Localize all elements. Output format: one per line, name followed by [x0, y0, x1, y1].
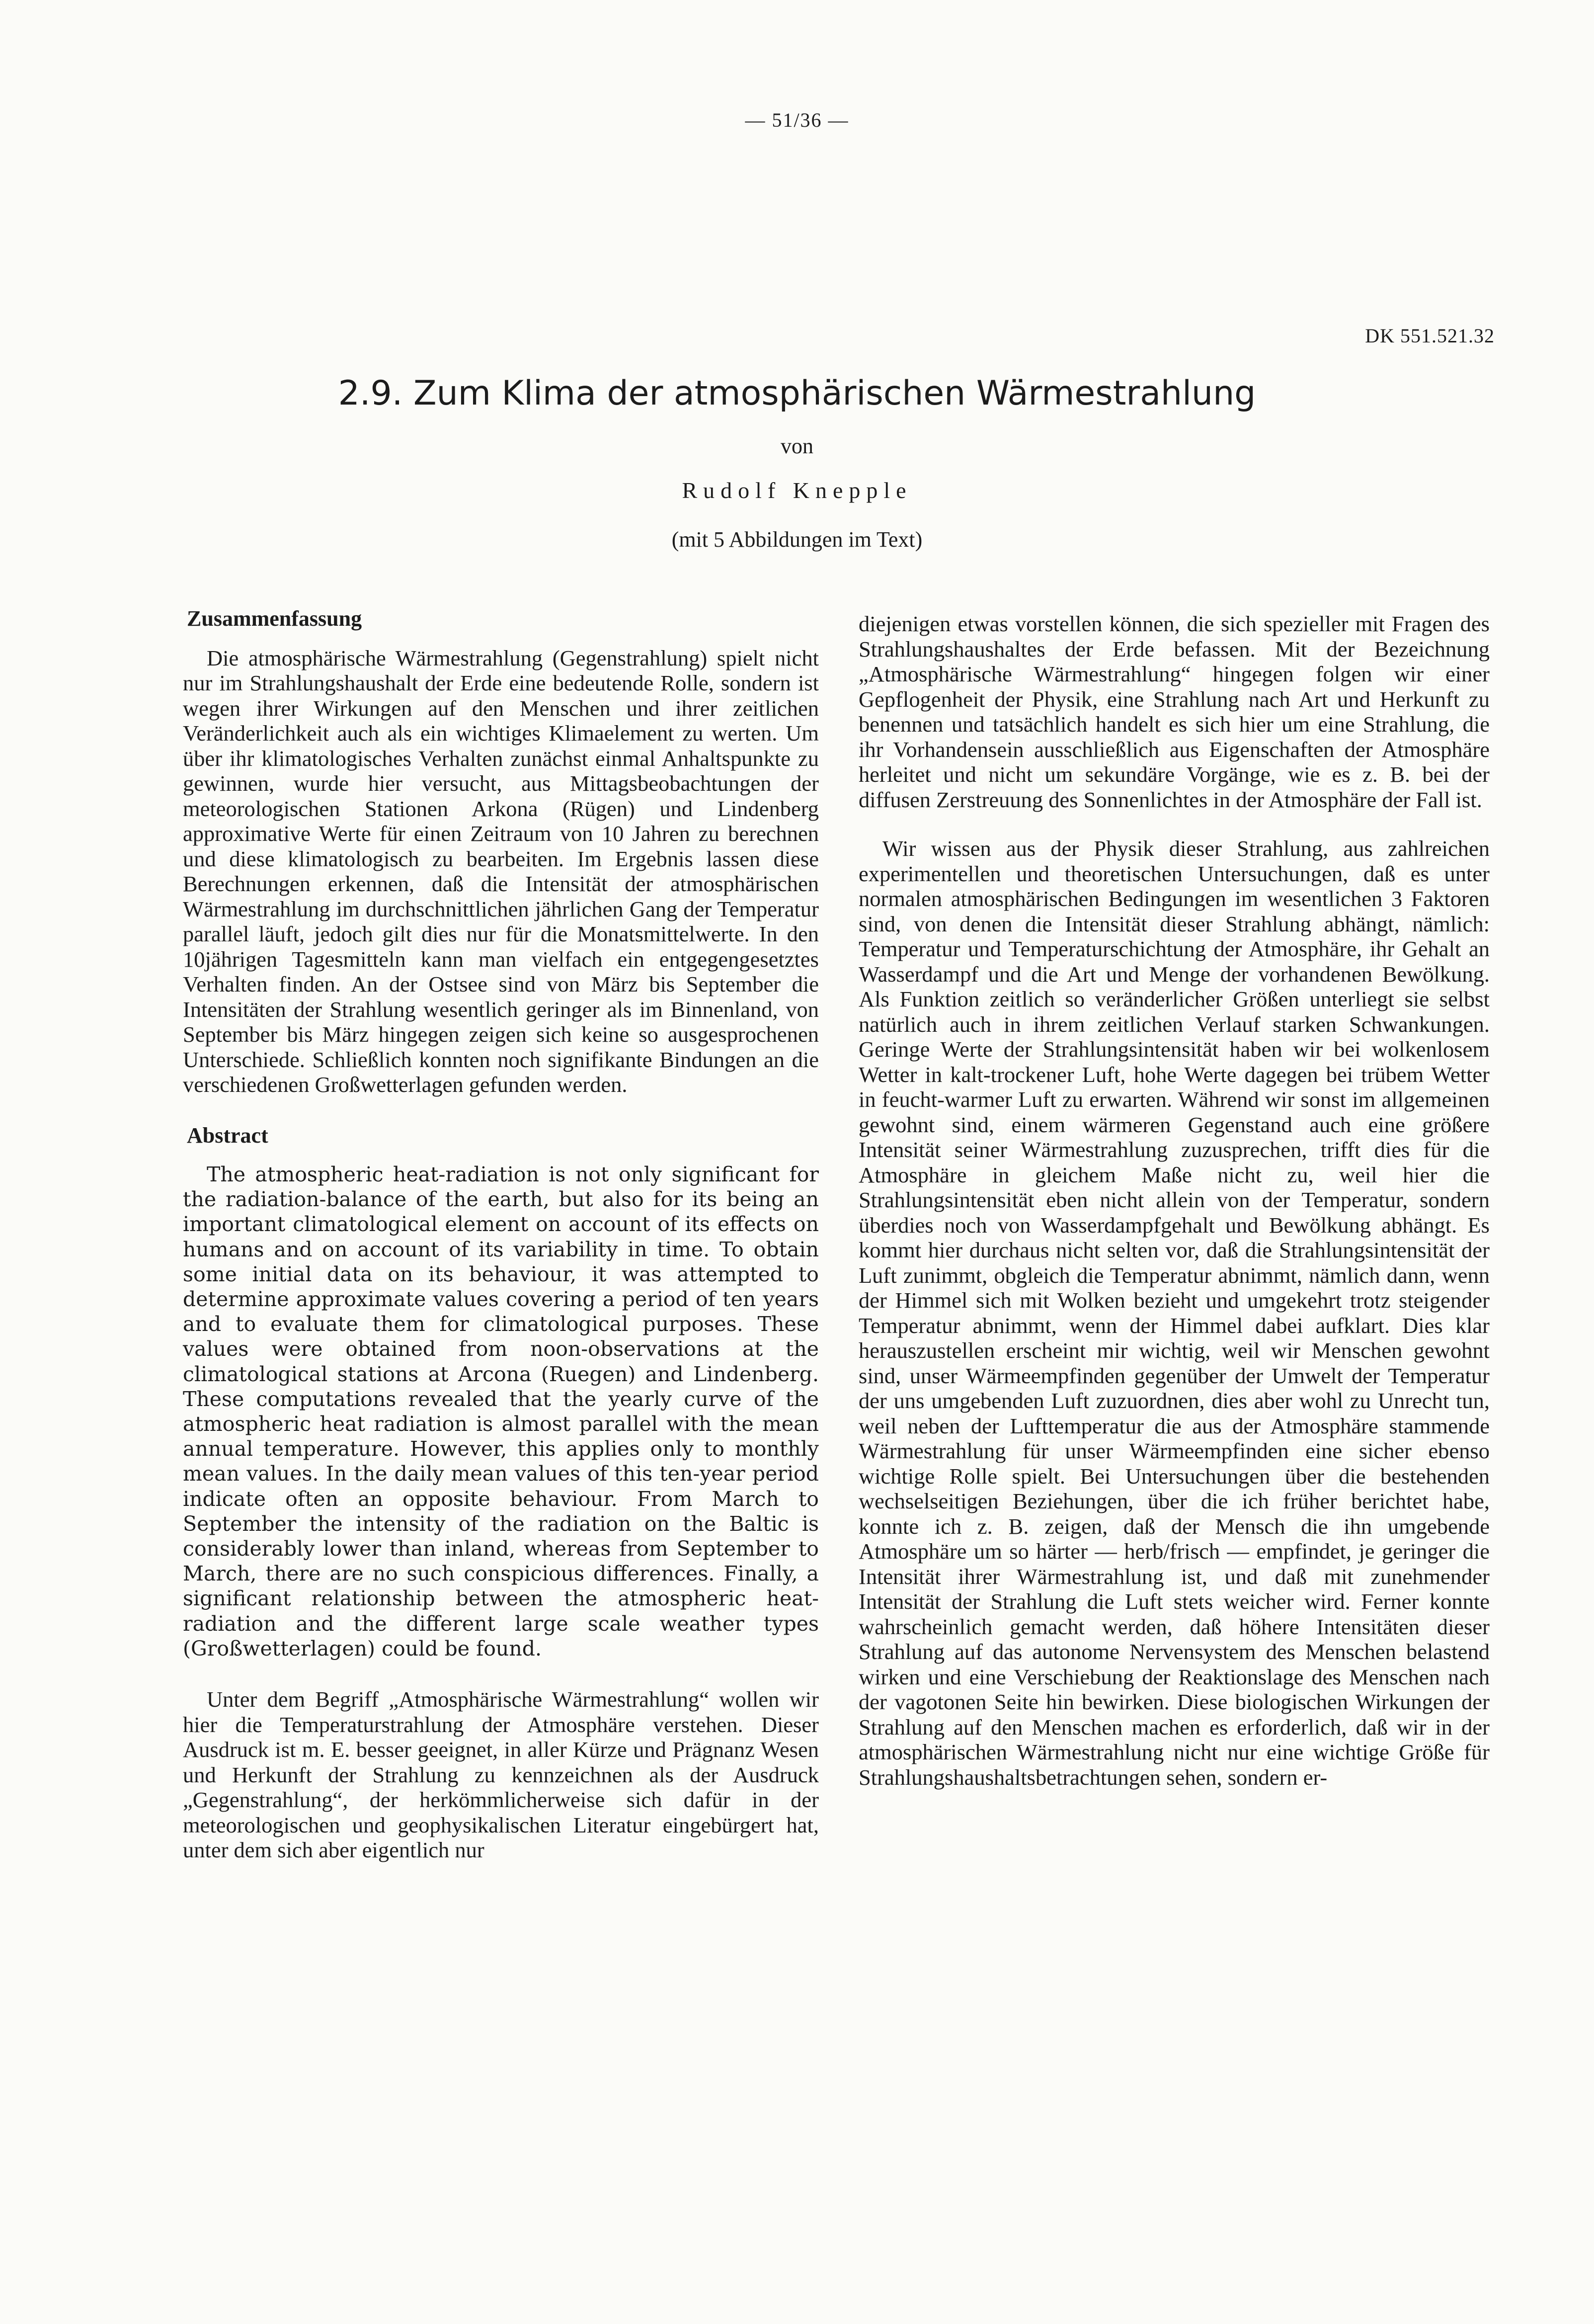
left-column	[183, 606, 819, 1863]
zusammenfassung-text: Die atmosphärische Wärmestrahlung (Gegenstrahlung) spielt nicht nur im Strahlungshaushalt der Erde eine bedeutende Rolle, sondern ist wegen ihrer Wirkungen auf den Menschen und ihrer zeitlichen Veränderlichkeit auch als ein wichtiges Klimaelement zu werten. Um über ihr klimatologisches Verhalten zunächst einmal Anhaltspunkte zu gewinnen, wurde hier versucht, aus Mittagsbeobachtungen der meteorologischen Stationen Arkona (Rügen) und Lindenberg approximative Werte für einen Zeitraum von 10 Jahren zu berechnen und diese klimatologisch zu bearbeiten. Im Ergebnis lassen diese Berechnungen erkennen, daß die Intensität der atmosphärischen Wärmestrahlung im durchschnittlichen jährlichen Gang der Temperatur parallel läuft, jedoch gilt dies nur für die Monatsmittelwerte. In den 10jährigen Tagesmitteln kann man vielfach ein entgegengesetztes Verhalten finden. An der Ostsee sind von März bis September die Intensitäten der Strahlung wesentlich geringer als im Binnenland, von September bis März hingegen zeigen sich keine so ausgesprochenen Unterschiede. Schließlich konnten noch signifikante Bindungen an die verschiedenen Großwetterlagen gefunden werden.	[183, 645, 819, 1097]
dk-classification: DK 551.521.32	[1365, 325, 1495, 347]
intro-paragraph: Unter dem Begriff „Atmosphärische Wärmestrahlung“ wollen wir hier die Temperaturstrahlung der Atmosphäre verstehen. Dieser Ausdruck ist m. E. besser geeignet, in aller Kürze und Prägnanz Wesen und Herkunft der Strahlung zu kennzeichnen als der Ausdruck „Gegenstrahlung“, der herkömmlicherweise sich dafür in der meteorologischen und geophysikalischen Literatur eingebürgert hat, unter dem sich aber eigentlich nur	[183, 1687, 819, 1863]
page-number: — 51/36 —	[745, 109, 849, 131]
abstract-text: The atmospheric heat-radiation is not only significant for the radiation-balance of the earth, but also for its being an important climatological element on account of its effects on humans and on account of its variability in time. To obtain some initial data on its behaviour, it was attempted to determine approximate values covering a period of ten years and to evaluate them for climatological purposes. These values were obtained from noon-observations at the climatological stations at Arcona (Ruegen) and Lindenberg. These computations revealed that the yearly curve of the atmospheric heat radiation is almost parallel with the mean annual temperature. However, this applies only to monthly mean values. In the daily mean values of this ten-year period indicate often an opposite behaviour. From March to September the intensity of the radiation on the Baltic is considerably lower than inland, whereas from September to March, there are no such conspicious differences. Finally, a significant relationship between the atmospheric heat-radiation and the different large scale weather types (Großwetterlagen) could be found.	[183, 1162, 819, 1660]
right-paragraph-1: diejenigen etwas vorstellen können, die sich spezieller mit Fragen des Strahlungshaushaltes der Erde befassen. Mit der Bezeichnung „Atmosphärische Wärmestrahlung“ hingegen folgen wir einer Gepflogenheit der Physik, eine Strahlung nach Art und Herkunft zu benennen und tatsächlich handelt es sich hier um eine Strahlung, die ihr Vorhandensein ausschließlich aus Eigenschaften der Atmosphäre herleitet und nicht um sekundäre Vorgänge, wie es z. B. bei der diffusen Zerstreuung des Sonnenlichtes in der Atmosphäre der Fall ist.	[859, 611, 1490, 812]
author-name: Rudolf Knepple	[682, 478, 912, 503]
zusammenfassung-heading: Zusammenfassung	[187, 606, 362, 631]
byline-von: von	[781, 434, 813, 458]
article-title: 2.9. Zum Klima der atmosphärischen Wärmestrahlung	[338, 374, 1256, 413]
right-column	[859, 611, 1490, 1790]
abstract-heading: Abstract	[187, 1123, 268, 1148]
right-paragraph-2: Wir wissen aus der Physik dieser Strahlung, aus zahlreichen experimentellen und theoretischen Untersuchungen, daß es unter normalen atmosphärischen Bedingungen im wesentlichen 3 Faktoren sind, von denen die Intensität dieser Strahlung abhängt, nämlich: Temperatur und Temperaturschichtung der Atmosphäre, ihr Gehalt an Wasserdampf und die Art und Menge der vorhandenen Bewölkung. Als Funktion zeitlich so veränderlicher Größen unterliegt sie selbst natürlich auch in ihrem zeitlichen Verlauf starken Schwankungen. Geringe Werte der Strahlungsintensität haben wir bei wolkenlosem Wetter in kalt-trockener Luft, hohe Werte dagegen bei trübem Wetter in feucht-warmer Luft zu erwarten. Während wir sonst im allgemeinen gewohnt sind, einem wärmeren Gegenstand auch eine größere Intensität seiner Wärmestrahlung zuzusprechen, trifft dies für die Atmosphäre in gleichem Maße nicht zu, weil hier die Strahlungsintensität eben nicht allein von der Temperatur, sondern überdies noch von Wasserdampfgehalt und Bewölkung abhängt. Es kommt hier durchaus nicht selten vor, daß die Strahlungsintensität der Luft zunimmt, obgleich die Temperatur abnimmt, nämlich dann, wenn der Himmel sich mit Wolken bezieht und umgekehrt trotz steigender Temperatur abnimmt, wenn der Himmel dabei aufklart. Dies klar herauszustellen erscheint mir wichtig, weil wir Menschen gewohnt sind, unser Wärmeempfinden gegenüber der Umwelt der Temperatur der uns umgebenden Luft zuzuordnen, dies aber wohl zu Unrecht tun, weil neben der Lufttemperatur die aus der Atmosphäre stammende Wärmestrahlung für unser Wärmeempfinden eine sicher ebenso wichtige Rolle spielt. Bei Untersuchungen über die bestehenden wechselseitigen Beziehungen, über die ich früher berichtet habe, konnte ich z. B. zeigen, daß der Mensch die ihn umgebende Atmosphäre um so härter — herb/frisch — empfindet, je geringer die Intensität ihrer Wärmestrahlung ist, und daß mit zunehmender Intensität der Strahlung die Luft stets weicher wird. Ferner konnte wahrscheinlich gemacht werden, daß höhere Intensitäten dieser Strahlung auf das autonome Nervensystem des Menschen belastend wirken und eine Verschiebung der Reaktionslage des Menschen nach der vagotonen Seite hin bewirken. Diese biologischen Wirkungen der Strahlung auf den Menschen machen es erforderlich, daß wir in der atmosphärischen Wärmestrahlung nicht nur eine wichtige Größe für Strahlungshaushaltsbetrachtungen sehen, sondern er-	[859, 836, 1490, 1790]
figures-note: (mit 5 Abbildungen im Text)	[671, 527, 923, 552]
